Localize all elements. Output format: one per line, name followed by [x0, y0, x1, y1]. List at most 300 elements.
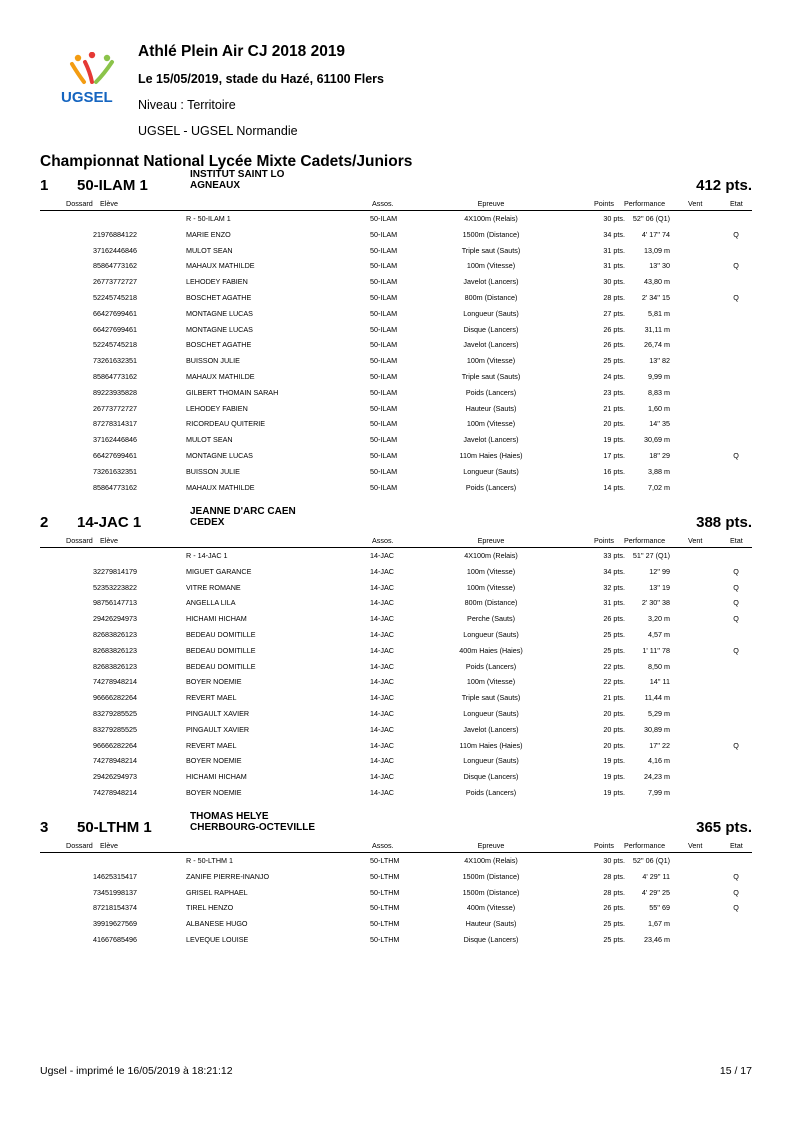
performance-cell: 31,11 m	[644, 324, 670, 334]
column-header-assos: Assos.	[372, 199, 394, 208]
association-cell: 50-ILAM	[370, 292, 398, 302]
association-cell: 50-ILAM	[370, 403, 398, 413]
table-row	[40, 416, 752, 432]
points-cell: 30 pts.	[603, 856, 625, 865]
association-cell: 50-LTHM	[370, 887, 400, 897]
event-cell: 110m Haies (Haies)	[459, 450, 523, 460]
performance-cell: 52'' 06 (Q1)	[632, 856, 670, 865]
association-cell: 50-ILAM	[370, 277, 398, 287]
student-name-cell: MAHAUX MATHILDE	[186, 261, 255, 271]
points-cell: 21 pts.	[603, 693, 625, 703]
performance-cell: 43,80 m	[644, 277, 670, 287]
association-cell: 14-JAC	[370, 677, 394, 687]
status-cell: Q	[733, 450, 739, 460]
table-row	[40, 643, 752, 659]
svg-text:UGSEL: UGSEL	[61, 89, 113, 104]
table-row	[40, 306, 752, 322]
dossard-cell: 66427699461	[93, 324, 137, 334]
student-name-cell: R - 50-LTHM 1	[186, 856, 233, 865]
status-cell: Q	[733, 887, 739, 897]
column-header-vent: Vent	[688, 199, 703, 208]
dossard-cell: 26773772727	[93, 277, 137, 287]
table-row	[40, 595, 752, 611]
association-cell: 14-JAC	[370, 787, 394, 797]
event-cell: Longueur (Sauts)	[463, 708, 519, 718]
points-cell: 25 pts.	[603, 356, 625, 366]
level-line: Niveau : Territoire	[138, 98, 236, 112]
student-name-cell: RICORDEAU QUITERIE	[186, 419, 266, 429]
student-name-cell: MARIE ENZO	[186, 229, 231, 239]
dossard-cell: 39919627569	[93, 919, 137, 929]
points-cell: 23 pts.	[603, 387, 625, 397]
team-points: 412 pts.	[696, 177, 752, 194]
column-header-eleve: Elève	[100, 199, 118, 208]
association-cell: 50-ILAM	[370, 435, 398, 445]
event-cell: Triple saut (Sauts)	[461, 693, 521, 703]
document-title: Athlé Plein Air CJ 2018 2019	[138, 43, 346, 60]
status-cell: Q	[733, 740, 739, 750]
dossard-cell: 66427699461	[93, 308, 137, 318]
column-headers	[40, 840, 752, 853]
performance-cell: 13'' 82	[649, 356, 670, 366]
points-cell: 25 pts.	[603, 645, 625, 655]
points-cell: 26 pts.	[603, 324, 625, 334]
association-cell: 14-JAC	[370, 740, 394, 750]
event-cell: Longueur (Sauts)	[463, 629, 519, 639]
dossard-cell: 74278948214	[93, 756, 137, 766]
points-cell: 22 pts.	[603, 677, 625, 687]
column-header-eleve: Elève	[100, 536, 118, 545]
performance-cell: 1,67 m	[648, 919, 670, 929]
performance-cell: 9,99 m	[648, 371, 670, 381]
dossard-cell: 73261632351	[93, 356, 137, 366]
event-cell: 1500m (Distance)	[462, 871, 520, 881]
association-cell: 14-JAC	[370, 598, 394, 608]
performance-cell: 2' 30'' 38	[641, 598, 670, 608]
association-cell: 50-LTHM	[370, 903, 400, 913]
team-block	[40, 506, 752, 801]
association-cell: 14-JAC	[370, 551, 394, 560]
student-name-cell: HICHAMI HICHAM	[186, 772, 247, 782]
points-cell: 19 pts.	[603, 756, 625, 766]
performance-cell: 8,50 m	[648, 661, 670, 671]
association-cell: 14-JAC	[370, 724, 394, 734]
student-name-cell: MAHAUX MATHILDE	[186, 482, 255, 492]
points-cell: 19 pts.	[603, 787, 625, 797]
student-name-cell: BOSCHET AGATHE	[186, 292, 252, 302]
points-cell: 34 pts.	[603, 229, 625, 239]
performance-cell: 5,29 m	[648, 708, 670, 718]
performance-cell: 14'' 35	[649, 419, 670, 429]
points-cell: 30 pts.	[603, 214, 625, 223]
column-header-points: Points	[594, 841, 614, 850]
association-cell: 14-JAC	[370, 693, 394, 703]
event-cell: Javelot (Lancers)	[463, 340, 519, 350]
team-rank: 1	[40, 177, 49, 194]
status-cell: Q	[733, 261, 739, 271]
column-header-dossard: Dossard	[66, 536, 93, 545]
performance-cell: 7,99 m	[648, 787, 670, 797]
points-cell: 26 pts.	[603, 903, 625, 913]
column-header-dossard: Dossard	[66, 199, 93, 208]
event-cell: 400m Haies (Haies)	[459, 645, 523, 655]
team-rank: 3	[40, 819, 49, 836]
association-cell: 50-ILAM	[370, 371, 398, 381]
performance-cell: 51'' 27 (Q1)	[632, 551, 670, 560]
dossard-cell: 37162446846	[93, 435, 137, 445]
column-headers	[40, 535, 752, 548]
results-table	[40, 211, 752, 495]
column-header-assos: Assos.	[372, 536, 394, 545]
association-cell: 50-ILAM	[370, 482, 398, 492]
association-cell: 14-JAC	[370, 708, 394, 718]
association-cell: 50-LTHM	[370, 934, 400, 944]
table-row	[40, 869, 752, 885]
dossard-cell: 87278314317	[93, 419, 137, 429]
association-cell: 50-ILAM	[370, 261, 398, 271]
dossard-cell: 87218154374	[93, 903, 137, 913]
student-name-cell: R - 50-ILAM 1	[186, 214, 231, 223]
dossard-cell: 32279814179	[93, 566, 137, 576]
dossard-cell: 41667685496	[93, 934, 137, 944]
performance-cell: 30,69 m	[644, 435, 670, 445]
table-row	[40, 337, 752, 353]
event-cell: 100m (Vitesse)	[466, 566, 516, 576]
dossard-cell: 96666282264	[93, 740, 137, 750]
performance-cell: 26,74 m	[644, 340, 670, 350]
points-cell: 25 pts.	[603, 934, 625, 944]
table-row	[40, 785, 752, 801]
status-cell: Q	[733, 598, 739, 608]
table-row	[40, 706, 752, 722]
team-school: JEANNE D'ARC CAEN CEDEX	[190, 506, 296, 528]
performance-cell: 13,09 m	[644, 245, 670, 255]
dossard-cell: 83279285525	[93, 708, 137, 718]
dossard-cell: 52245745218	[93, 340, 137, 350]
dossard-cell: 52353223822	[93, 582, 137, 592]
status-cell: Q	[733, 903, 739, 913]
event-cell: Javelot (Lancers)	[463, 435, 519, 445]
points-cell: 20 pts.	[603, 708, 625, 718]
event-cell: Hauteur (Sauts)	[465, 403, 517, 413]
student-name-cell: LEHODEY FABIEN	[186, 403, 248, 413]
status-cell: Q	[733, 292, 739, 302]
student-name-cell: ANGELLA LILA	[186, 598, 236, 608]
dossard-cell: 82683826123	[93, 661, 137, 671]
association-cell: 50-ILAM	[370, 356, 398, 366]
column-header-dossard: Dossard	[66, 841, 93, 850]
association-cell: 14-JAC	[370, 756, 394, 766]
table-row	[40, 353, 752, 369]
association-cell: 50-ILAM	[370, 419, 398, 429]
performance-cell: 23,46 m	[644, 934, 670, 944]
status-cell: Q	[733, 566, 739, 576]
student-name-cell: BOSCHET AGATHE	[186, 340, 252, 350]
event-cell: Disque (Lancers)	[463, 772, 519, 782]
performance-cell: 4,57 m	[648, 629, 670, 639]
table-row	[40, 738, 752, 754]
student-name-cell: MULOT SEAN	[186, 435, 233, 445]
student-name-cell: BOYER NOEMIE	[186, 787, 242, 797]
column-header-etat: Etat	[730, 536, 743, 545]
event-cell: Poids (Lancers)	[465, 387, 517, 397]
points-cell: 30 pts.	[603, 277, 625, 287]
table-row	[40, 690, 752, 706]
association-cell: 14-JAC	[370, 645, 394, 655]
table-row	[40, 753, 752, 769]
dossard-cell: 73451998137	[93, 887, 137, 897]
performance-cell: 3,20 m	[648, 614, 670, 624]
table-row	[40, 274, 752, 290]
student-name-cell: PINGAULT XAVIER	[186, 724, 250, 734]
table-row	[40, 548, 752, 564]
student-name-cell: TIREL HENZO	[186, 903, 234, 913]
dossard-cell: 82683826123	[93, 629, 137, 639]
event-cell: 100m (Vitesse)	[466, 419, 516, 429]
student-name-cell: R - 14-JAC 1	[186, 551, 228, 560]
student-name-cell: GILBERT THOMAIN SARAH	[186, 387, 279, 397]
status-cell: Q	[733, 229, 739, 239]
performance-cell: 7,02 m	[648, 482, 670, 492]
student-name-cell: LEVEQUE LOUISE	[186, 934, 249, 944]
event-cell: Poids (Lancers)	[465, 661, 517, 671]
dossard-cell: 14625315417	[93, 871, 137, 881]
student-name-cell: BUISSON JULIE	[186, 466, 240, 476]
results-table	[40, 853, 752, 948]
team-rank: 2	[40, 514, 49, 531]
performance-cell: 24,23 m	[644, 772, 670, 782]
print-timestamp: Ugsel - imprimé le 16/05/2019 à 18:21:12	[40, 1065, 233, 1077]
team-code: 14-JAC 1	[77, 514, 142, 531]
points-cell: 19 pts.	[603, 772, 625, 782]
event-cell: 1500m (Distance)	[462, 887, 520, 897]
dossard-cell: 85864773162	[93, 482, 137, 492]
table-row	[40, 211, 752, 227]
table-row	[40, 580, 752, 596]
association-cell: 50-ILAM	[370, 214, 398, 223]
performance-cell: 12'' 99	[649, 566, 670, 576]
student-name-cell: VITRE ROMANE	[186, 582, 241, 592]
column-header-etat: Etat	[730, 841, 743, 850]
team-code: 50-LTHM 1	[77, 819, 152, 836]
organization-line: UGSEL - UGSEL Normandie	[138, 124, 298, 138]
table-row	[40, 659, 752, 675]
table-row	[40, 432, 752, 448]
table-row	[40, 932, 752, 948]
event-cell: Triple saut (Sauts)	[461, 371, 521, 381]
points-cell: 20 pts.	[603, 419, 625, 429]
student-name-cell: BEDEAU DOMITILLE	[186, 661, 256, 671]
student-name-cell: LEHODEY FABIEN	[186, 277, 248, 287]
table-row	[40, 900, 752, 916]
table-row	[40, 627, 752, 643]
team-school: INSTITUT SAINT LO AGNEAUX	[190, 169, 285, 191]
event-cell: Triple saut (Sauts)	[461, 245, 521, 255]
table-row	[40, 464, 752, 480]
points-cell: 26 pts.	[603, 340, 625, 350]
student-name-cell: ZANIFE PIERRE-INANJO	[186, 871, 270, 881]
table-row	[40, 290, 752, 306]
column-header-epreuve: Epreuve	[477, 199, 505, 208]
table-row	[40, 853, 752, 869]
championship-title: Championnat National Lycée Mixte Cadets/Juniors	[40, 153, 413, 170]
association-cell: 50-LTHM	[370, 856, 400, 865]
dossard-cell: 85864773162	[93, 261, 137, 271]
student-name-cell: BEDEAU DOMITILLE	[186, 629, 256, 639]
column-header-points: Points	[594, 199, 614, 208]
performance-cell: 14'' 11	[649, 677, 670, 687]
event-cell: Disque (Lancers)	[463, 324, 519, 334]
association-cell: 50-ILAM	[370, 340, 398, 350]
performance-cell: 11,44 m	[644, 693, 670, 703]
dossard-cell: 96666282264	[93, 693, 137, 703]
column-header-epreuve: Epreuve	[477, 841, 505, 850]
dossard-cell: 89223935828	[93, 387, 137, 397]
event-cell: 100m (Vitesse)	[466, 582, 516, 592]
association-cell: 50-ILAM	[370, 387, 398, 397]
event-cell: Javelot (Lancers)	[463, 277, 519, 287]
performance-cell: 5,81 m	[648, 308, 670, 318]
table-row	[40, 385, 752, 401]
performance-cell: 1,60 m	[648, 403, 670, 413]
association-cell: 50-ILAM	[370, 245, 398, 255]
points-cell: 20 pts.	[603, 724, 625, 734]
points-cell: 22 pts.	[603, 661, 625, 671]
points-cell: 20 pts.	[603, 740, 625, 750]
status-cell: Q	[733, 582, 739, 592]
team-header	[40, 811, 752, 840]
dossard-cell: 74278948214	[93, 677, 137, 687]
column-header-epreuve: Epreuve	[477, 536, 505, 545]
table-row	[40, 258, 752, 274]
table-row	[40, 322, 752, 338]
association-cell: 50-ILAM	[370, 229, 398, 239]
performance-cell: 4' 17'' 74	[641, 229, 670, 239]
dossard-cell: 82683826123	[93, 645, 137, 655]
table-row	[40, 369, 752, 385]
dossard-cell: 52245745218	[93, 292, 137, 302]
event-cell: 800m (Distance)	[464, 292, 518, 302]
dossard-cell: 29426294973	[93, 614, 137, 624]
points-cell: 28 pts.	[603, 871, 625, 881]
points-cell: 25 pts.	[603, 629, 625, 639]
dossard-cell: 98756147713	[93, 598, 137, 608]
event-cell: 100m (Vitesse)	[466, 261, 516, 271]
points-cell: 31 pts.	[603, 261, 625, 271]
association-cell: 14-JAC	[370, 629, 394, 639]
association-cell: 50-ILAM	[370, 324, 398, 334]
student-name-cell: ALBANESE HUGO	[186, 919, 248, 929]
student-name-cell: REVERT MAEL	[186, 693, 237, 703]
points-cell: 19 pts.	[603, 435, 625, 445]
student-name-cell: BUISSON JULIE	[186, 356, 240, 366]
event-cell: Disque (Lancers)	[463, 934, 519, 944]
association-cell: 50-ILAM	[370, 466, 398, 476]
performance-cell: 8,83 m	[648, 387, 670, 397]
event-cell: Perche (Sauts)	[467, 614, 515, 624]
performance-cell: 52'' 06 (Q1)	[632, 214, 670, 223]
association-cell: 14-JAC	[370, 661, 394, 671]
table-row	[40, 227, 752, 243]
student-name-cell: MIGUET GARANCE	[186, 566, 252, 576]
association-cell: 14-JAC	[370, 772, 394, 782]
association-cell: 50-LTHM	[370, 871, 400, 881]
points-cell: 33 pts.	[603, 551, 625, 560]
table-row	[40, 243, 752, 259]
dossard-cell: 85864773162	[93, 371, 137, 381]
points-cell: 17 pts.	[603, 450, 625, 460]
results-table	[40, 548, 752, 801]
student-name-cell: PINGAULT XAVIER	[186, 708, 250, 718]
student-name-cell: BEDEAU DOMITILLE	[186, 645, 256, 655]
status-cell: Q	[733, 645, 739, 655]
event-cell: Longueur (Sauts)	[463, 308, 519, 318]
column-header-assos: Assos.	[372, 841, 394, 850]
student-name-cell: BOYER NOEMIE	[186, 677, 242, 687]
table-row	[40, 722, 752, 738]
performance-cell: 13'' 19	[649, 582, 670, 592]
column-header-vent: Vent	[688, 841, 703, 850]
performance-cell: 4,16 m	[648, 756, 670, 766]
team-points: 365 pts.	[696, 819, 752, 836]
student-name-cell: BOYER NOEMIE	[186, 756, 242, 766]
event-cell: 110m Haies (Haies)	[459, 740, 523, 750]
student-name-cell: MONTAGNE LUCAS	[186, 324, 253, 334]
table-row	[40, 611, 752, 627]
column-header-etat: Etat	[730, 199, 743, 208]
status-cell: Q	[733, 614, 739, 624]
student-name-cell: MULOT SEAN	[186, 245, 233, 255]
event-cell: 4X100m (Relais)	[464, 551, 518, 560]
ugsel-logo	[60, 52, 128, 104]
column-header-performance: Performance	[624, 841, 666, 850]
event-cell: Javelot (Lancers)	[463, 724, 519, 734]
event-cell: 400m (Vitesse)	[466, 903, 516, 913]
performance-cell: 1' 11'' 78	[642, 645, 670, 655]
student-name-cell: MAHAUX MATHILDE	[186, 371, 255, 381]
dossard-cell: 21976884122	[93, 229, 137, 239]
team-header	[40, 506, 752, 535]
event-cell: Hauteur (Sauts)	[465, 919, 517, 929]
points-cell: 21 pts.	[603, 403, 625, 413]
event-cell: Longueur (Sauts)	[463, 756, 519, 766]
dossard-cell: 73261632351	[93, 466, 137, 476]
association-cell: 50-ILAM	[370, 308, 398, 318]
performance-cell: 55'' 69	[649, 903, 670, 913]
association-cell: 14-JAC	[370, 566, 394, 576]
dossard-cell: 74278948214	[93, 787, 137, 797]
team-school: THOMAS HELYE CHERBOURG-OCTEVILLE	[190, 811, 315, 833]
student-name-cell: MONTAGNE LUCAS	[186, 308, 253, 318]
column-header-points: Points	[594, 536, 614, 545]
event-date-location: Le 15/05/2019, stade du Hazé, 61100 Flers	[138, 72, 384, 86]
event-cell: 800m (Distance)	[464, 598, 518, 608]
performance-cell: 30,89 m	[644, 724, 670, 734]
event-cell: 4X100m (Relais)	[464, 214, 518, 223]
student-name-cell: REVERT MAEL	[186, 740, 237, 750]
event-cell: Longueur (Sauts)	[463, 466, 519, 476]
points-cell: 27 pts.	[603, 308, 625, 318]
table-row	[40, 885, 752, 901]
team-code: 50-ILAM 1	[77, 177, 148, 194]
performance-cell: 17'' 22	[649, 740, 670, 750]
dossard-cell: 26773772727	[93, 403, 137, 413]
points-cell: 16 pts.	[603, 466, 625, 476]
points-cell: 26 pts.	[603, 614, 625, 624]
table-row	[40, 401, 752, 417]
column-header-vent: Vent	[688, 536, 703, 545]
dossard-cell: 83279285525	[93, 724, 137, 734]
